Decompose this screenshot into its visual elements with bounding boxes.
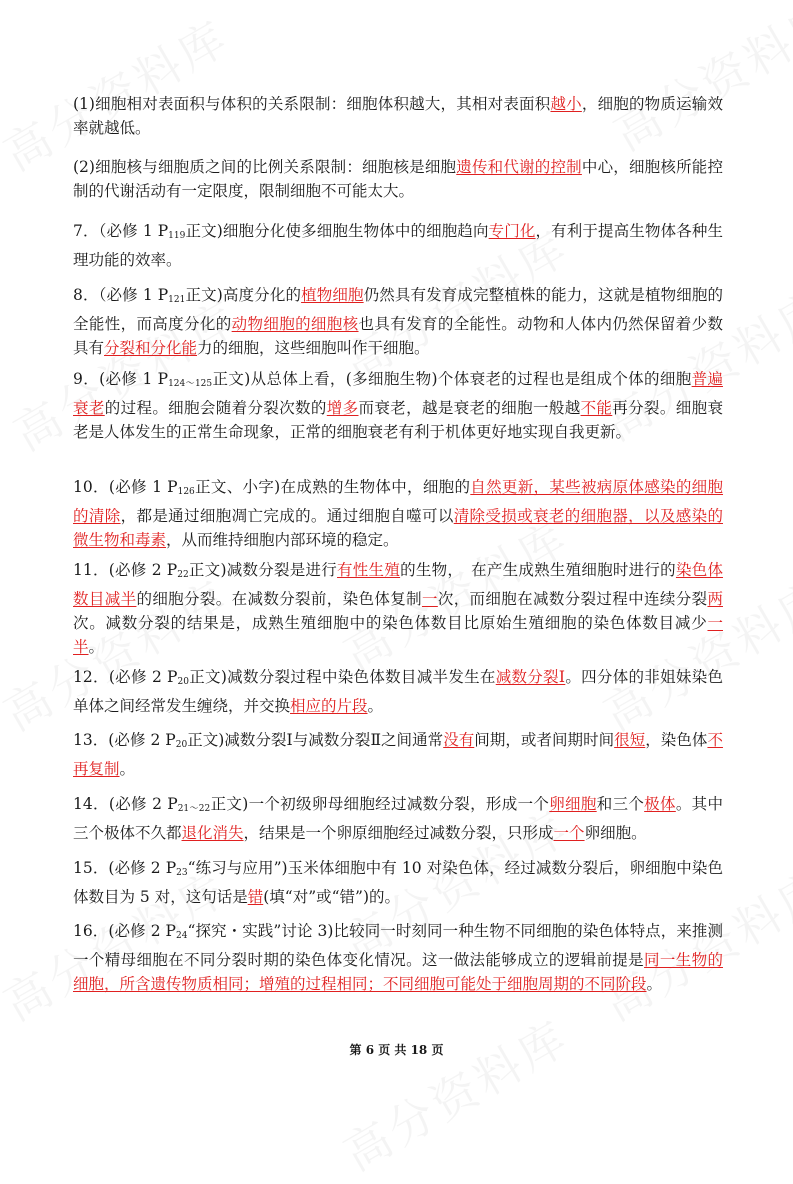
paragraph xyxy=(73,856,723,909)
page-subscript: 21～22 xyxy=(177,804,211,814)
paragraph xyxy=(73,665,723,718)
body-text: 10．(必修 1 P xyxy=(73,478,178,496)
paragraph xyxy=(73,283,723,360)
paragraph xyxy=(73,219,723,272)
page-subscript: 24 xyxy=(176,931,188,941)
answer-text: 染色体数目减半 xyxy=(73,561,723,608)
body-text: 。 xyxy=(646,975,663,993)
page-subscript: 20 xyxy=(175,740,188,750)
page-subscript: 20 xyxy=(177,677,189,687)
answer-text: 分裂和分化能 xyxy=(104,339,198,357)
body-text: 正文)减数分裂Ⅰ与减数分裂Ⅱ之间通常 xyxy=(187,731,444,749)
answer-text: 不再复制 xyxy=(73,731,723,778)
body-text: 15．(必修 2 P xyxy=(73,859,177,877)
body-text: 11．(必修 2 P xyxy=(73,561,178,579)
paragraph xyxy=(73,475,723,552)
paragraph xyxy=(73,558,723,659)
body-text: ，有利于提高生物体各种生理功能的效率。 xyxy=(73,222,723,269)
body-text: 正文)高度分化的 xyxy=(185,286,302,304)
body-text: 和三个 xyxy=(596,795,645,813)
body-text: 卵细胞。 xyxy=(584,824,647,842)
body-text: (2)细胞核与细胞质之间的比例关系限制：细胞核是细胞 xyxy=(73,158,457,176)
answer-text: 普遍衰老 xyxy=(73,370,723,417)
paragraph xyxy=(73,728,723,781)
body-text: 仍然具有发育成完整植株的能力，这就是植物细胞的全能性，而高度分化的 xyxy=(73,286,723,333)
answer-text: 植物细胞 xyxy=(301,286,364,304)
answer-text: 减数分裂Ⅰ xyxy=(495,668,566,686)
body-text: 。 xyxy=(367,697,384,715)
paragraph xyxy=(73,367,723,444)
paragraph xyxy=(73,155,723,203)
answer-text: 极体 xyxy=(644,795,676,813)
body-text: 的过程。细胞会随着分裂次数的 xyxy=(104,399,327,417)
body-text: (1)细胞相对表面积与体积的关系限制：细胞体积越大，其相对表面积 xyxy=(73,95,551,113)
body-text: 12．(必修 2 P xyxy=(73,668,178,686)
body-text: 14．(必修 2 P xyxy=(73,795,178,813)
page-subscript: 23 xyxy=(176,868,188,878)
body-text: 间期，或者间期时间 xyxy=(474,731,615,749)
body-text: 的生物， 在产生成熟生殖细胞时进行的 xyxy=(400,561,676,579)
body-text: 正文)从总体上看，(多细胞生物)个体衰老的过程也是组成个体的细胞 xyxy=(212,370,692,388)
page-footer: 第 6 页 共 18 页 xyxy=(349,1043,444,1057)
answer-text: 卵细胞 xyxy=(549,795,597,813)
body-text: 正文)减数分裂是进行 xyxy=(188,561,338,579)
answer-text: 没有 xyxy=(443,731,475,749)
paragraph xyxy=(73,92,723,140)
body-text: 次，而细胞在减数分裂过程中连续分裂 xyxy=(437,590,708,608)
body-text: 正文)减数分裂过程中染色体数目减半发生在 xyxy=(188,668,496,686)
paragraph xyxy=(73,919,723,996)
watermark xyxy=(330,1002,580,1184)
body-text: 9．(必修 1 P xyxy=(73,370,169,388)
body-text: 力的细胞，这些细胞叫作干细胞。 xyxy=(197,339,430,357)
answer-text: 遗传和代谢的控制 xyxy=(456,158,582,176)
body-text: 16．(必修 2 P xyxy=(73,922,176,940)
body-text: “探究・实践”讨论 3)比较同一时刻同一种生物不同细胞的染色体特点，来推测一个精母细胞在不同分裂时期的染色体变化情况。这一做法能够成立的逻辑前提是 xyxy=(73,922,724,969)
answer-text: 清除受损或衰老的细胞器，以及感染的微生物和毒素 xyxy=(73,507,723,549)
body-text: (填“对”或“错”)的。 xyxy=(263,888,401,906)
body-text: ，结果是一个卵原细胞经过减数分裂，只形成 xyxy=(243,824,554,842)
answer-text: 退化消失 xyxy=(181,824,244,842)
answer-text: 相应的片段 xyxy=(290,697,368,715)
body-text: ，都是通过细胞凋亡完成的。通过细胞自噬可以 xyxy=(120,507,454,525)
body-text: 中心，细胞核所能控制的代谢活动有一定限度，限制细胞不可能太大。 xyxy=(73,158,723,200)
body-text: 8．（必修 1 P xyxy=(73,286,169,304)
body-text: 13．(必修 2 P xyxy=(73,731,176,749)
body-text: 也具有发育的全能性。动物和人体内仍然保留着少数具有 xyxy=(73,315,723,357)
answer-text: 专门化 xyxy=(488,222,536,240)
page-subscript: 22 xyxy=(177,570,189,580)
body-text: 而衰老，越是衰老的细胞一般越 xyxy=(358,399,581,417)
paragraph xyxy=(73,792,723,845)
answer-text: 不能 xyxy=(580,399,613,417)
page-subscript: 126 xyxy=(177,487,195,497)
body-text: 。 xyxy=(88,638,105,656)
page-subscript: 121 xyxy=(168,295,186,305)
answer-text: 越小 xyxy=(550,95,582,113)
body-text: 。 xyxy=(119,760,136,778)
answer-text: 错 xyxy=(247,888,264,906)
answer-text: 同一生物的细胞，所含遗传物质相同；增殖的过程相同；不同细胞可能处于细胞周期的不同阶段 xyxy=(73,951,723,993)
answer-text: 很短 xyxy=(614,731,646,749)
body-text: 。四分体的非姐妹染色单体之间经常发生缠绕，并交换 xyxy=(73,668,723,715)
answer-text: 一个 xyxy=(553,824,585,842)
body-text: “练习与应用”)玉米体细胞中有 10 对染色体，经过减数分裂后，卵细胞中染色体数目为 5 对，这句话是 xyxy=(73,859,723,906)
answer-text: 自然更新，某些被病原体感染的细胞的清除 xyxy=(73,478,723,525)
answer-text: 一半 xyxy=(73,614,723,656)
body-text: ，从而维持细胞内部环境的稳定。 xyxy=(166,531,399,549)
body-text: 正文)一个初级卵母细胞经过减数分裂，形成一个 xyxy=(210,795,550,813)
answer-text: 有性生殖 xyxy=(337,561,401,579)
page-subscript: 124～125 xyxy=(168,379,213,389)
answer-text: 动物细胞的细胞核 xyxy=(231,315,359,333)
page-subscript: 119 xyxy=(168,231,186,241)
answer-text: 两 xyxy=(707,590,723,608)
body-text: 7．（必修 1 P xyxy=(73,222,169,240)
body-text: 次。减数分裂的结果是，成熟生殖细胞中的染色体数目比原始生殖细胞的染色体数目减少 xyxy=(73,614,708,632)
body-text: ，细胞的物质运输效率就越低。 xyxy=(73,95,723,137)
body-text: 。其中三个极体不久都 xyxy=(73,795,723,842)
answer-text: 增多 xyxy=(326,399,359,417)
answer-text: 一 xyxy=(421,590,438,608)
body-text: 的细胞分裂。在减数分裂前，染色体复制 xyxy=(136,590,422,608)
body-text: ，染色体 xyxy=(645,731,708,749)
body-text: 正文)细胞分化使多细胞生物体中的细胞趋向 xyxy=(185,222,489,240)
body-text: 再分裂。细胞衰老是人体发生的正常生命现象，正常的细胞衰老有利于机体更好地实现自我更新。 xyxy=(73,399,723,441)
body-text: 正文、小字)在成熟的生物体中，细胞的 xyxy=(194,478,471,496)
